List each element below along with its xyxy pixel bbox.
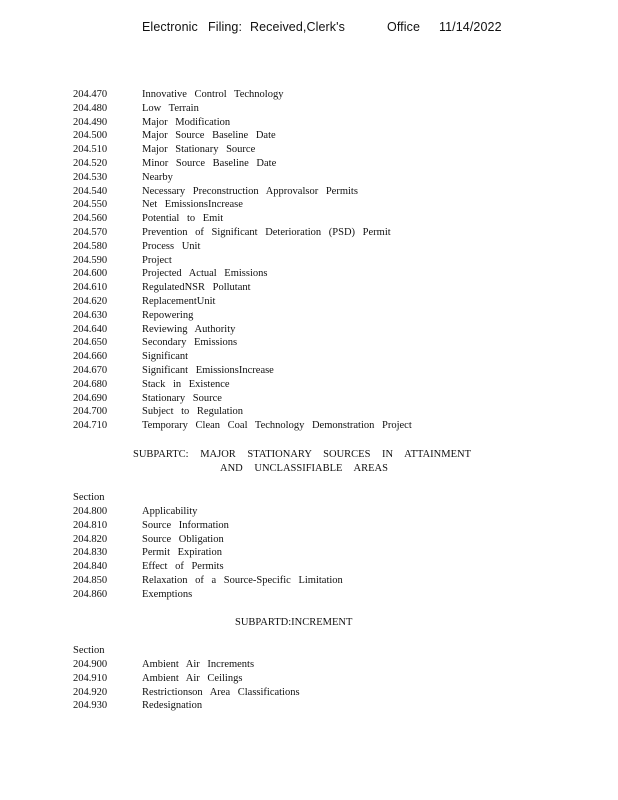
section-row [73,185,412,199]
header-received: Received,Clerk's [250,20,345,34]
header-office: Office [387,20,421,34]
section-number: 204.510 [73,144,108,156]
section-row [73,267,412,281]
section-title: Relaxation of a Source-Specific Limitation [142,574,343,586]
section-row [73,295,412,309]
section-number: 204.470 [73,89,108,100]
section-number: 204.490 [73,116,108,128]
section-number: 204.660 [73,351,108,363]
section-number: 204.670 [73,364,108,376]
section-title: Ambient Air Ceilings [142,672,243,684]
subpart-c-title-line1: SUBPARTC: MAJOR STATIONARY SOURCES IN ATTAINMENT [133,449,471,460]
section-title: Significant [142,351,189,363]
subpart-d-title: SUBPARTD:INCREMENT [235,617,353,628]
section-title: Project [142,254,172,266]
section-number: 204.710 [73,420,108,432]
section-row [73,686,300,700]
section-number: 204.560 [73,213,108,225]
header-date: 11/14/2022 [439,20,502,34]
section-list-b [73,88,412,433]
section-title: Necessary Preconstruction Approvalsor Permits [142,185,358,197]
section-number: 204.930 [73,700,108,712]
section-list-d [73,658,300,713]
section-row [73,574,343,588]
header-filing: Filing: [208,20,243,34]
section-title: Permit Expiration [142,547,222,559]
section-label: Section [73,645,105,656]
section-number: 204.690 [73,392,108,404]
subpart-d-section-label [73,644,105,658]
filing-header [142,20,502,34]
section-number: 204.580 [73,240,108,252]
section-row [73,405,412,419]
section-row [73,254,412,268]
section-number: 204.900 [73,659,108,670]
section-number: 204.810 [73,519,108,531]
section-title: Exemptions [142,588,193,600]
section-row [73,171,412,185]
section-title: Secondary Emissions [142,337,238,349]
section-row [73,212,412,226]
section-row [73,533,343,547]
section-number: 204.830 [73,547,108,559]
section-number: 204.620 [73,295,108,307]
section-title: RegulatedNSR Pollutant [142,282,251,294]
section-number: 204.680 [73,378,108,390]
section-title: Temporary Clean Coal Technology Demonstration Project [142,420,412,432]
section-number: 204.600 [73,268,108,280]
section-title: Source Information [142,519,229,531]
section-title: Prevention of Significant Deterioration (PSD) Permit [142,226,391,238]
section-title: Major Source Baseline Date [142,130,276,142]
section-title: Low Terrain [142,102,199,114]
subpart-c-section-label [73,491,105,505]
section-row [73,143,412,157]
section-number: 204.630 [73,309,108,321]
section-row [73,392,412,406]
header-electronic: Electronic [142,20,198,34]
section-row [73,658,300,672]
section-title: Major Modification [142,116,231,128]
section-number: 204.500 [73,130,108,142]
section-row [73,336,412,350]
section-title: Projected Actual Emissions [142,268,268,280]
section-title: Significant EmissionsIncrease [142,364,274,376]
section-row [73,240,412,254]
section-row [73,378,412,392]
section-title: Source Obligation [142,533,224,545]
section-number: 204.910 [73,672,108,684]
section-number: 204.840 [73,561,108,573]
section-number: 204.850 [73,574,108,586]
section-row [73,129,412,143]
section-number: 204.640 [73,323,108,335]
section-row [73,519,343,533]
section-number: 204.860 [73,588,108,600]
section-number: 204.590 [73,254,108,266]
section-number: 204.610 [73,282,108,294]
section-title: ReplacementUnit [142,295,216,307]
section-number: 204.480 [73,102,108,114]
section-number: 204.550 [73,199,108,211]
section-title: Potential to Emit [142,213,224,225]
section-row [73,505,343,519]
section-row [73,350,412,364]
section-title: Effect of Permits [142,561,224,573]
section-title: Minor Source Baseline Date [142,157,277,169]
section-number: 204.700 [73,406,108,418]
section-row [73,672,300,686]
section-number: 204.520 [73,157,108,169]
section-row [73,157,412,171]
section-title: Nearby [142,171,173,183]
section-row [73,102,412,116]
section-row [73,588,343,602]
section-row [73,419,412,433]
section-row [73,88,412,102]
section-title: Stationary Source [142,392,222,404]
section-row [73,323,412,337]
section-number: 204.530 [73,171,108,183]
section-row [73,226,412,240]
section-number: 204.920 [73,686,108,698]
section-title: Redesignation [142,700,203,712]
section-label: Section [73,492,105,503]
subpart-c-title-line2: AND UNCLASSIFIABLE AREAS [220,463,388,474]
section-title: Process Unit [142,240,201,252]
section-number: 204.800 [73,506,108,517]
section-title: Subject to Regulation [142,406,243,418]
section-row [73,198,412,212]
section-title: Applicability [142,506,198,517]
section-row [73,116,412,130]
section-title: Stack in Existence [142,378,230,390]
section-row [73,699,300,713]
section-title: Major Stationary Source [142,144,256,156]
section-title: Net EmissionsIncrease [142,199,243,211]
section-title: Reviewing Authority [142,323,236,335]
section-row [73,546,343,560]
section-title: Ambient Air Increments [142,659,255,670]
section-title: Repowering [142,309,194,321]
section-title: Restrictionson Area Classifications [142,686,300,698]
section-number: 204.540 [73,185,108,197]
section-row [73,364,412,378]
section-number: 204.570 [73,226,108,238]
section-row [73,309,412,323]
section-number: 204.650 [73,337,108,349]
section-number: 204.820 [73,533,108,545]
section-list-c [73,505,343,602]
section-title: Innovative Control Technology [142,89,284,100]
section-row [73,560,343,574]
section-row [73,281,412,295]
